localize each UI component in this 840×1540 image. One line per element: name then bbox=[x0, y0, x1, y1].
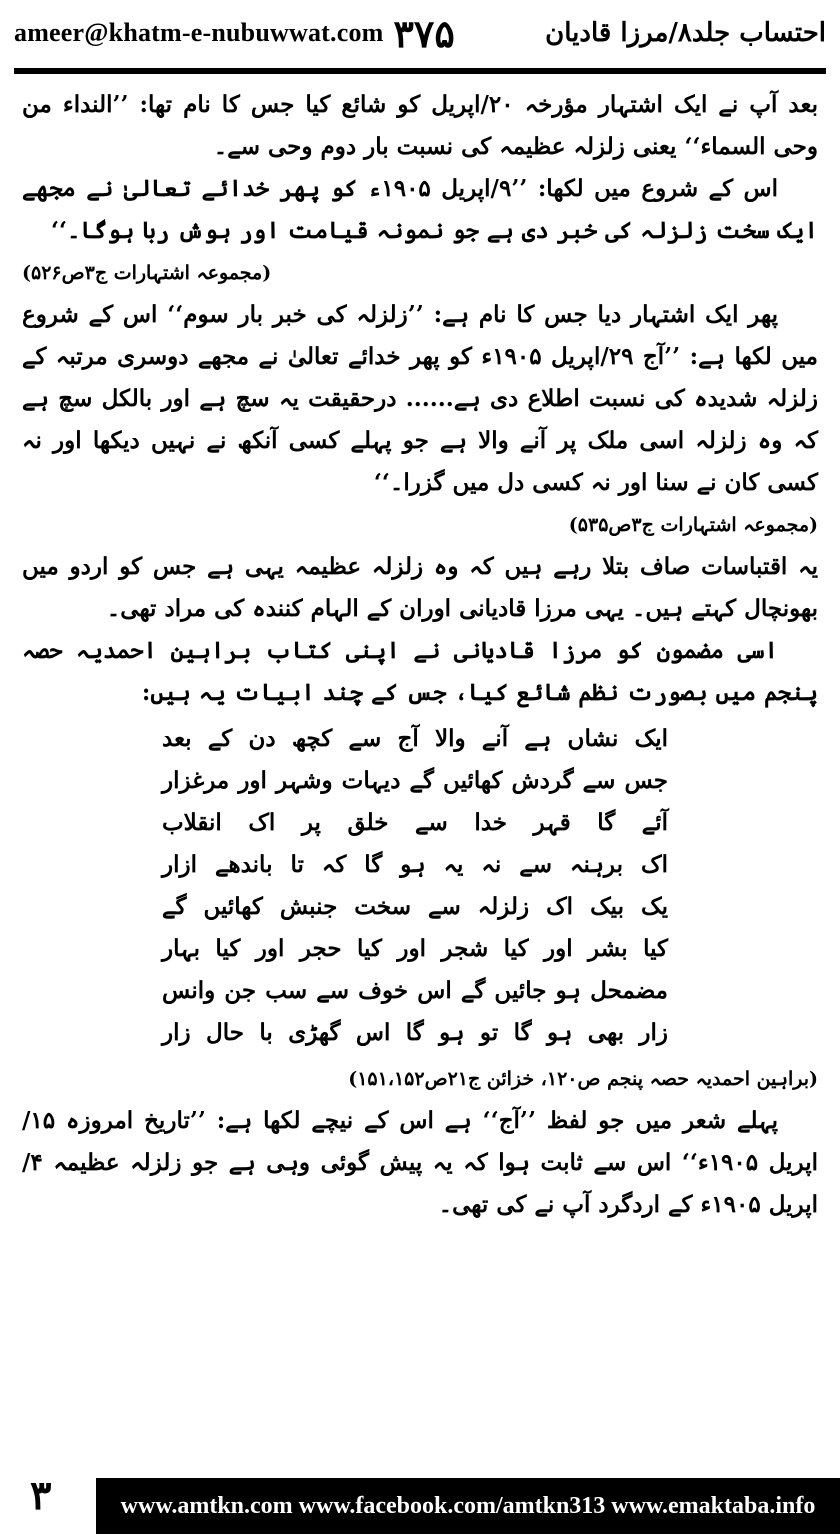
book-title: احتساب جلد۸/مرزا قادیان bbox=[545, 18, 826, 48]
header-rule bbox=[14, 68, 826, 74]
footer-number: ۳ bbox=[30, 1472, 52, 1519]
paragraph-1: بعد آپ نے ایک اشتہار مؤرخہ ۲۰/اپریل کو شائع کیا جس کا نام تھا: ’’النداء من وحی السماء‘‘ یعنی زلزلہ عظیمہ کی نسبت بار دوم وحی سے۔ bbox=[22, 91, 819, 160]
reference-2: (مجموعہ اشتہارات ج۳ص۵۳۵) bbox=[568, 514, 818, 536]
poem-verse: جس سے گردش کھائیں گے دیہات وشہر اور مرغزار bbox=[162, 767, 668, 794]
paragraph-6: پہلے شعر میں جو لفظ ’’آج‘‘ ہے اس کے نیچے لکھا ہے: ’’تاریخ امروزہ ۱۵/اپریل ۱۹۰۵ء‘‘ اس سے ثابت ہوا کہ یہ پیش گوئی وہی ہے جو زلزلہ عظیمہ ۴/اپریل ۱۹۰۵ء کے اردگرد آپ نے کی تھی۔ bbox=[22, 1107, 818, 1218]
header-email: ameer@khatm-e-nubuwwat.com bbox=[14, 18, 384, 47]
header-left bbox=[14, 11, 455, 56]
poem-verse: زار بھی ہو گا تو ہو گا اس گھڑی با حال زار bbox=[162, 1019, 668, 1046]
page-number: ۳۷۵ bbox=[393, 10, 455, 56]
poem-verse: آئے گا قہر خدا سے خلق پر اک انقلاب bbox=[162, 809, 668, 836]
page-body bbox=[22, 84, 818, 1448]
poem bbox=[22, 718, 818, 1054]
page-header bbox=[14, 8, 826, 58]
paragraph-3: پھر ایک اشتہار دیا جس کا نام ہے: ’’زلزلہ کی خبر بار سوم‘‘ اس کے شروع میں لکھا ہے: ’’آج ۲۹/اپریل ۱۹۰۵ء کو پھر خدائے تعالیٰ نے مجھے دوسری مرتبہ کے زلزلہ شدیدہ کی نسبت اطلاع دی ہے...... درحقیقت یہ سچ ہے اور بالکل سچ ہے کہ وہ زلزلہ اسی ملک پر آنے والا ہے جو پہلے کسی آنکھ نے نہیں دیکھا اور نہ کسی کان نے سنا اور نہ کسی دل میں گزرا۔‘‘ bbox=[22, 301, 818, 496]
paragraph-4: یہ اقتباسات صاف بتلا رہے ہیں کہ وہ زلزلہ عظیمہ یہی ہے جس کو اردو میں بھونچال کہتے ہیں۔ یہی مرزا قادیانی اوران کے الہام کنندہ کی مراد تھی۔ bbox=[22, 553, 818, 622]
footer-links: www.amtkn.com www.facebook.com/amtkn313 www.emaktaba.info bbox=[96, 1478, 840, 1534]
reference-1: (مجموعہ اشتہارات ج۳ص۵۲۶) bbox=[22, 262, 272, 284]
poem-verse: اک برہنہ سے نہ یہ ہو گا کہ تا باندھے ازار bbox=[162, 851, 668, 878]
poem-verse: مضمحل ہو جائیں گے اس خوف سے سب جن وانس bbox=[162, 977, 668, 1004]
page-footer bbox=[0, 1468, 840, 1540]
paragraph-5: اسی مضمون کو مرزا قادیانی نے اپنی کتاب براہین احمدیہ حصہ پنجم میں بصورت نظم شائع کیا، جس کے چند ابیات یہ ہیں: bbox=[22, 637, 818, 706]
poem-verse: ایک نشاں ہے آنے والا آج سے کچھ دن کے بعد bbox=[162, 725, 668, 752]
poem-verse: یک بیک اک زلزلہ سے سخت جنبش کھائیں گے bbox=[162, 893, 668, 920]
poem-verse: کیا بشر اور کیا شجر اور کیا حجر اور کیا بہار bbox=[162, 935, 668, 962]
reference-3: (براہین احمدیہ حصہ پنجم ص۱۲۰، خزائن ج۲۱ص۱۵۱،۱۵۲) bbox=[348, 1068, 818, 1090]
paragraph-2: اس کے شروع میں لکھا: ’’۹/اپریل ۱۹۰۵ء کو پھر خدائے تعالیٰ نے مجھے ایک سخت زلزلہ کی خبر دی ہے جو نمونہ قیامت اور ہوش ربا ہوگا۔‘‘ bbox=[22, 175, 818, 244]
